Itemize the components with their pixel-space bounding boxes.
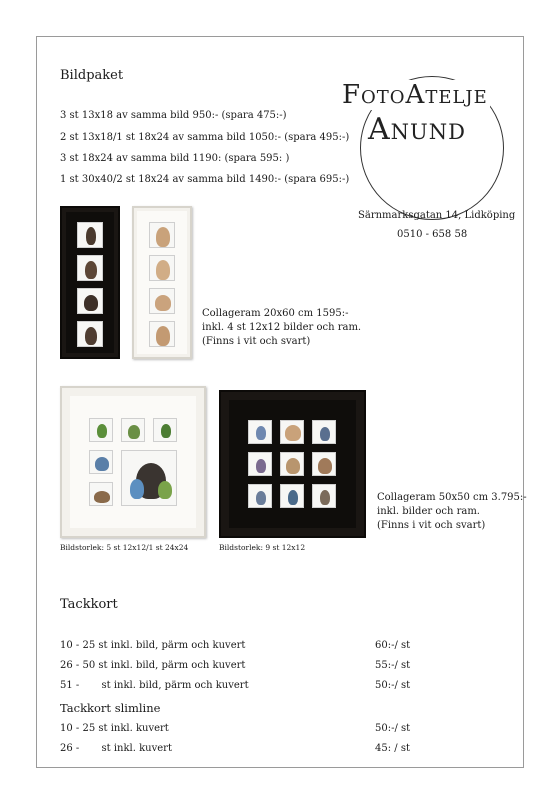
collage-large-price: Collageram 50x50 cm 3.795:- (377, 492, 527, 503)
bildpaket-line-3: 3 st 18x24 av samma bild 1190: (spara 595: ) (60, 153, 290, 164)
slimline-row-price: 50:-/ st (375, 723, 411, 734)
logo-line-1: FotoAtelje (342, 80, 488, 110)
slimline-row-label: 26 - st inkl. kuvert (60, 743, 172, 754)
photo (77, 288, 103, 314)
photo (89, 450, 113, 474)
photo (280, 484, 304, 508)
photo (248, 452, 272, 476)
photo (280, 420, 304, 444)
collage-frame-white-large (60, 386, 206, 538)
photo (312, 452, 336, 476)
collage-frame-black-small (60, 206, 120, 359)
photo (149, 222, 175, 248)
address: Särnmarksgatan 14, Lidköping (358, 210, 516, 221)
photo (77, 222, 103, 248)
photo (248, 420, 272, 444)
photo (248, 484, 272, 508)
collage-large-colors: (Finns i vit och svart) (377, 520, 486, 531)
bildpaket-line-4: 1 st 30x40/2 st 18x24 av samma bild 1490:- (spara 695:-) (60, 174, 350, 185)
tackkort-row-label: 10 - 25 st inkl. bild, pärm och kuvert (60, 640, 246, 651)
collage-small-price: Collageram 20x60 cm 1595:- (202, 308, 349, 319)
photo (89, 482, 113, 506)
tackkort-heading: Tackkort (60, 597, 118, 612)
photo (77, 321, 103, 347)
photo (89, 418, 113, 442)
bildpaket-line-2: 2 st 13x18/1 st 18x24 av samma bild 1050:- (spara 495:-) (60, 132, 350, 143)
photo (153, 418, 177, 442)
photo (312, 484, 336, 508)
caption-black-frame: Bildstorlek: 9 st 12x12 (219, 543, 306, 552)
phone: 0510 - 658 58 (397, 229, 468, 240)
bildpaket-line-1: 3 st 13x18 av samma bild 950:- (spara 475:-) (60, 110, 287, 121)
tackkort-row-label: 51 - st inkl. bild, pärm och kuvert (60, 680, 249, 691)
collage-frame-black-large (219, 390, 366, 538)
tackkort-row-price: 60:-/ st (375, 640, 411, 651)
photo (149, 288, 175, 314)
tackkort-row-price: 50:-/ st (375, 680, 411, 691)
collage-small-includes: inkl. 4 st 12x12 bilder och ram. (202, 322, 362, 333)
collage-large-includes: inkl. bilder och ram. (377, 506, 480, 517)
photo (149, 321, 175, 347)
caption-white-frame: Bildstorlek: 5 st 12x12/1 st 24x24 (60, 543, 189, 552)
photo-large (121, 450, 177, 506)
photo (280, 452, 304, 476)
tackkort-row-price: 55:-/ st (375, 660, 411, 671)
photo (312, 420, 336, 444)
photo (77, 255, 103, 281)
bildpaket-heading: Bildpaket (60, 68, 124, 83)
logo-line-2: Anund (368, 112, 466, 147)
collage-frame-white-small (132, 206, 192, 359)
slimline-row-label: 10 - 25 st inkl. kuvert (60, 723, 169, 734)
slimline-heading: Tackkort slimline (60, 701, 161, 715)
tackkort-row-label: 26 - 50 st inkl. bild, pärm och kuvert (60, 660, 246, 671)
collage-small-colors: (Finns i vit och svart) (202, 336, 311, 347)
slimline-row-price: 45: / st (375, 743, 410, 754)
photo (121, 418, 145, 442)
photo (149, 255, 175, 281)
